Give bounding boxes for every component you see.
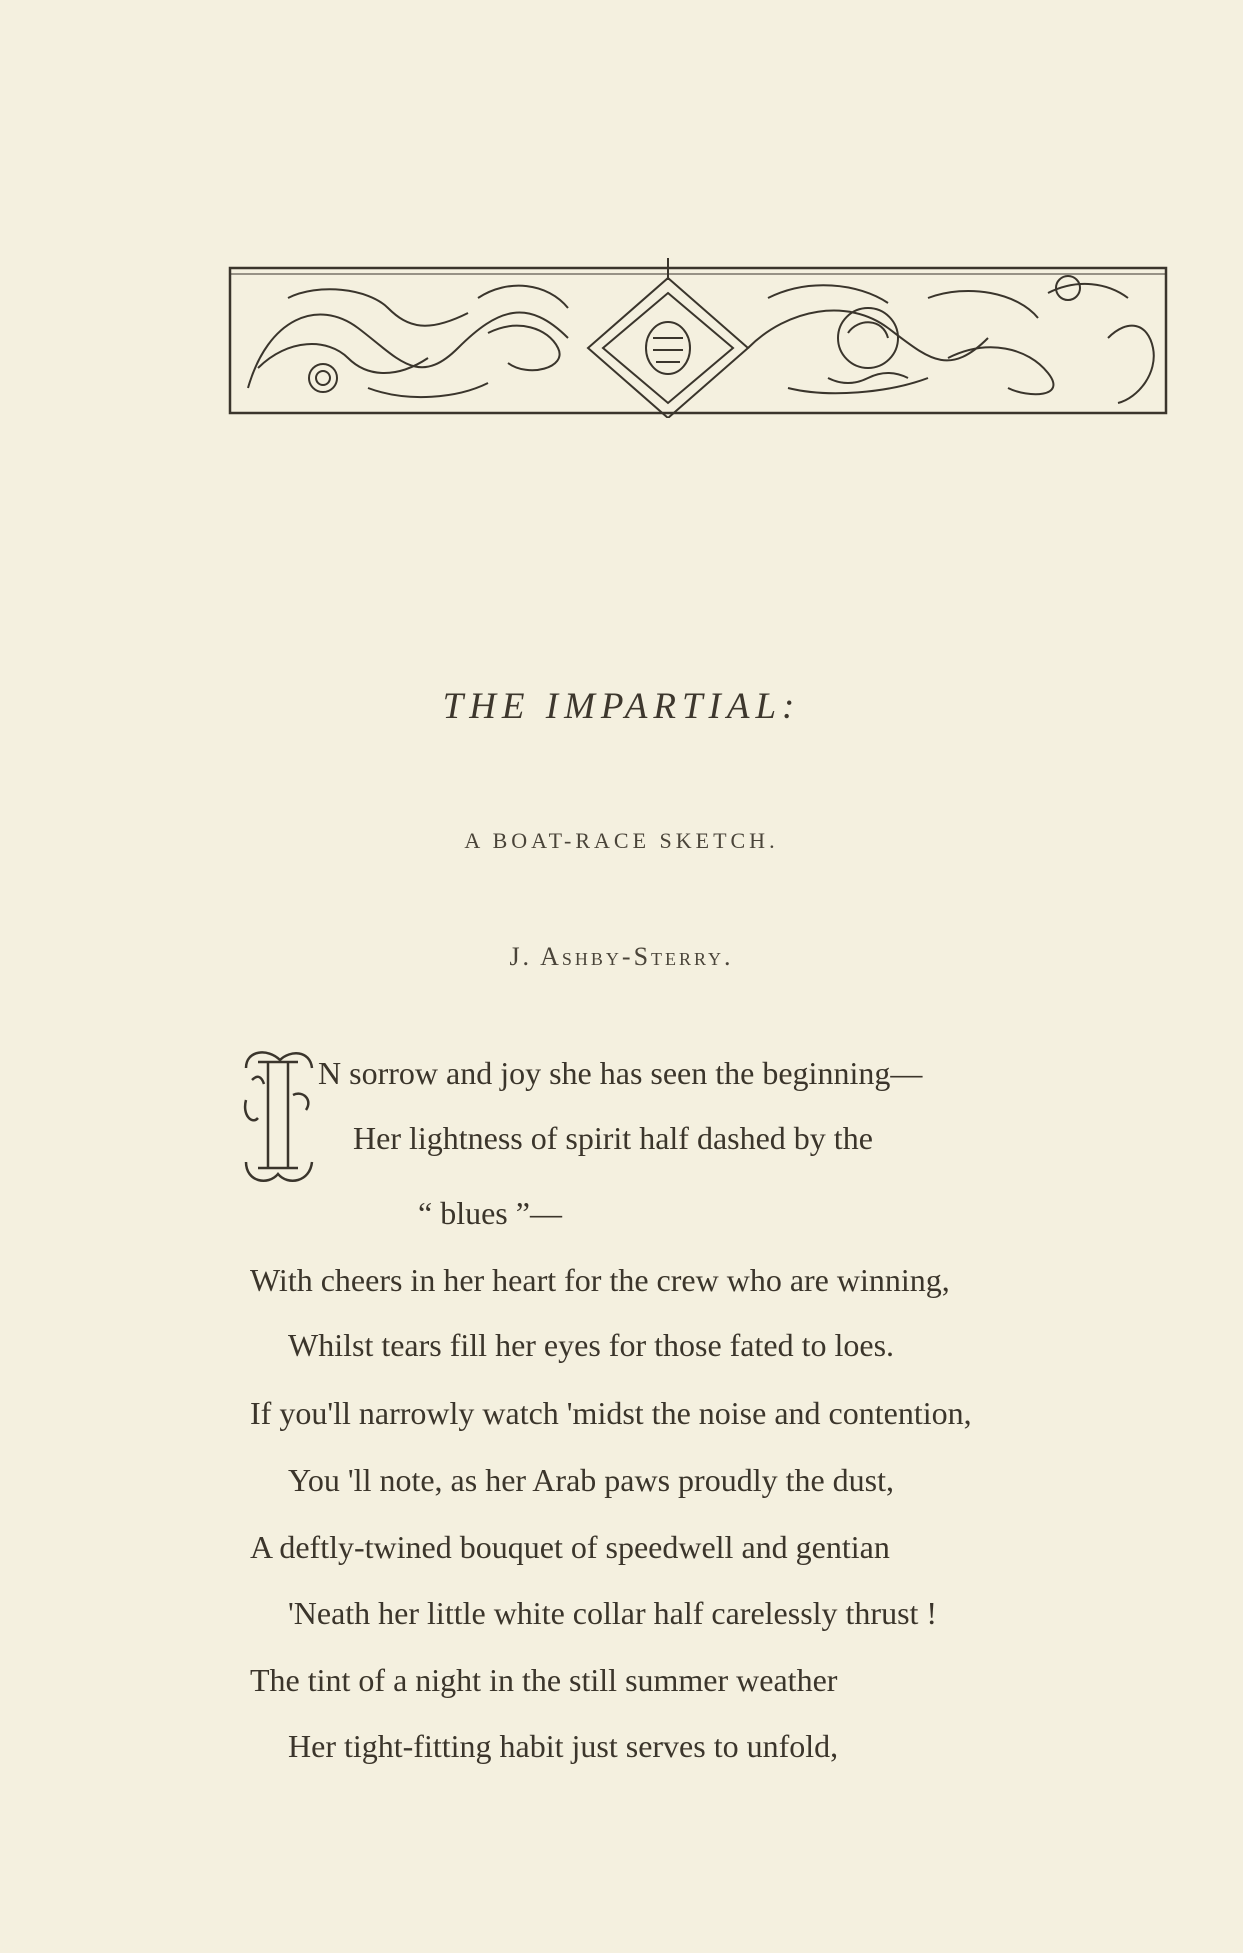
- poem-line: 'Neath her little white collar half carelessly thrust !: [288, 1595, 938, 1631]
- poem-line: Her tight-fitting habit just serves to unfold,: [288, 1728, 839, 1764]
- poem-title: THE IMPARTIAL:: [442, 686, 801, 727]
- poem-line: If you'll narrowly watch 'midst the noise and contention,: [250, 1395, 972, 1431]
- drop-cap: [238, 1040, 322, 1190]
- poem-line: You 'll note, as her Arab paws proudly the dust,: [288, 1462, 895, 1498]
- poem-line: Whilst tears fill her eyes for those fated to loes.: [288, 1327, 895, 1363]
- poem-subtitle: A BOAT-RACE SKETCH.: [464, 828, 779, 853]
- poem-line: Her lightness of spirit half dashed by the: [353, 1120, 873, 1156]
- poem-line: With cheers in her heart for the crew who are winning,: [250, 1262, 950, 1298]
- poem-line: The tint of a night in the still summer weather: [250, 1662, 838, 1698]
- poem-line: A deftly-twined bouquet of speedwell and gentian: [250, 1529, 890, 1565]
- poem-line: “ blues ”—: [418, 1195, 562, 1231]
- floral-headpiece-icon: [228, 238, 1168, 418]
- drop-cap-letter: [238, 1040, 322, 1190]
- author-name: J. Ashby-Sterry.: [509, 942, 734, 971]
- poem-line: N sorrow and joy she has seen the beginning—: [318, 1055, 923, 1091]
